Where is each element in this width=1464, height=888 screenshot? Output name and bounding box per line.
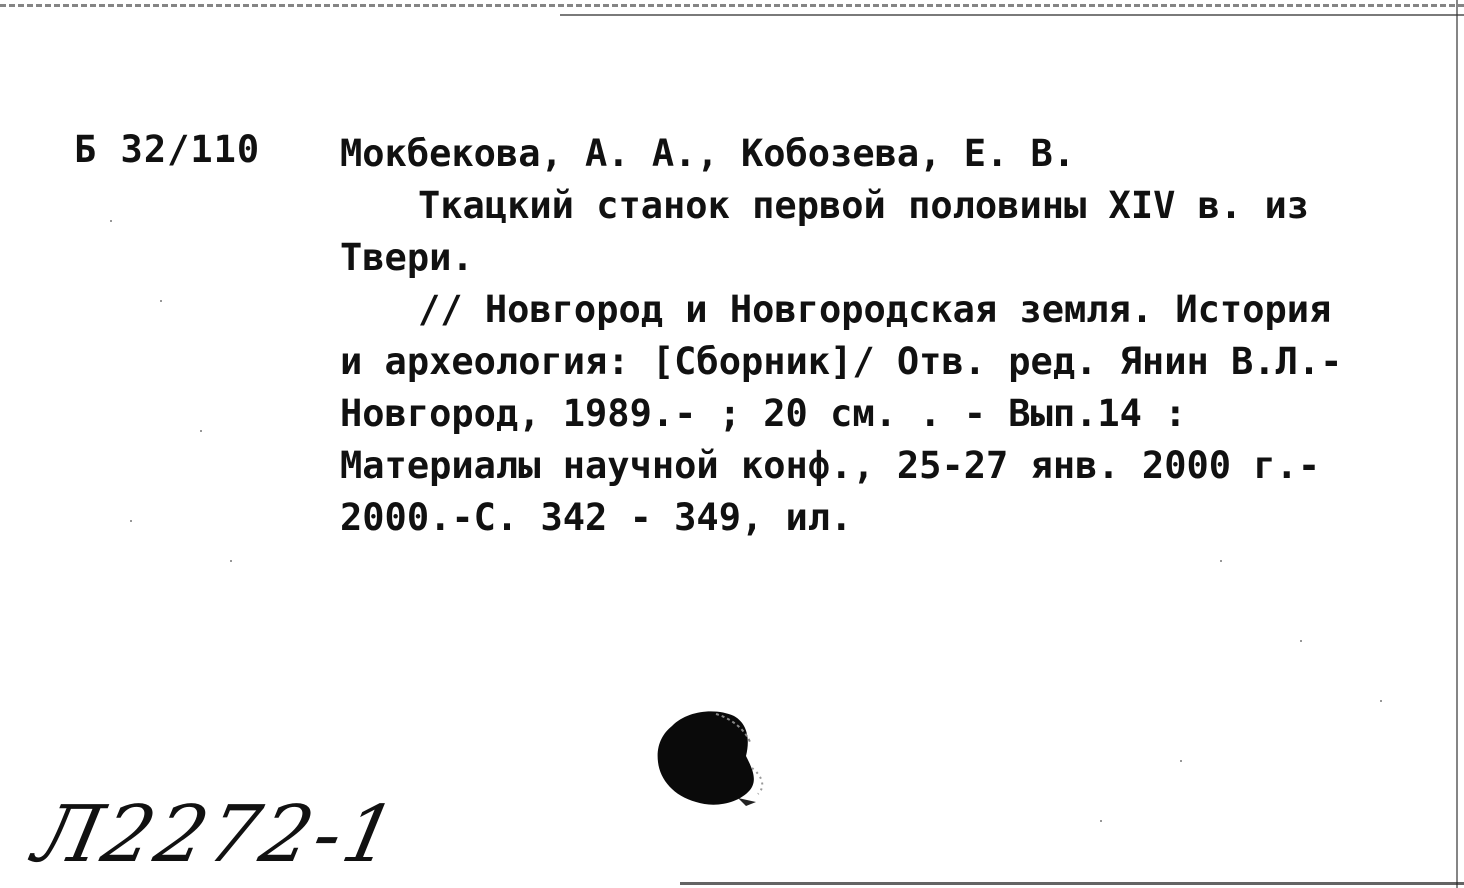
entry-title-continued: Твери. (340, 236, 474, 279)
handwritten-inventory-number: Л2272-1 (26, 790, 407, 880)
entry-authors: Мокбекова, А. А., Кобозева, Е. В. (340, 132, 1076, 175)
entry-title: Ткацкий станок первой половины XIV в. из (418, 184, 1310, 227)
card-top-edge (0, 4, 1464, 7)
speck (110, 220, 112, 222)
entry-pages: 2000.-С. 342 - 349, ил. (340, 496, 853, 539)
entry-publication: Новгород, 1989.- ; 20 см. . - Вып.14 : (340, 392, 1187, 435)
speck (130, 520, 132, 522)
speck (160, 300, 162, 302)
punch-hole-icon (654, 706, 772, 814)
card-top-border (560, 14, 1464, 16)
entry-conference: Материалы научной конф., 25-27 янв. 2000 г.- (340, 444, 1321, 487)
speck (1180, 760, 1182, 762)
speck (1100, 820, 1102, 822)
speck (230, 560, 232, 562)
card-right-edge (1456, 0, 1458, 888)
speck (1220, 560, 1222, 562)
speck (1300, 640, 1302, 642)
speck (200, 430, 202, 432)
bibliographic-entry (340, 128, 1445, 544)
speck (1380, 700, 1382, 702)
entry-source: // Новгород и Новгородская земля. История (418, 288, 1332, 331)
entry-source-editor: и археология: [Сборник]/ Отв. ред. Янин В.Л.- (340, 340, 1343, 383)
card-bottom-edge (680, 882, 1464, 885)
shelf-mark: Б 32/110 (74, 128, 261, 171)
